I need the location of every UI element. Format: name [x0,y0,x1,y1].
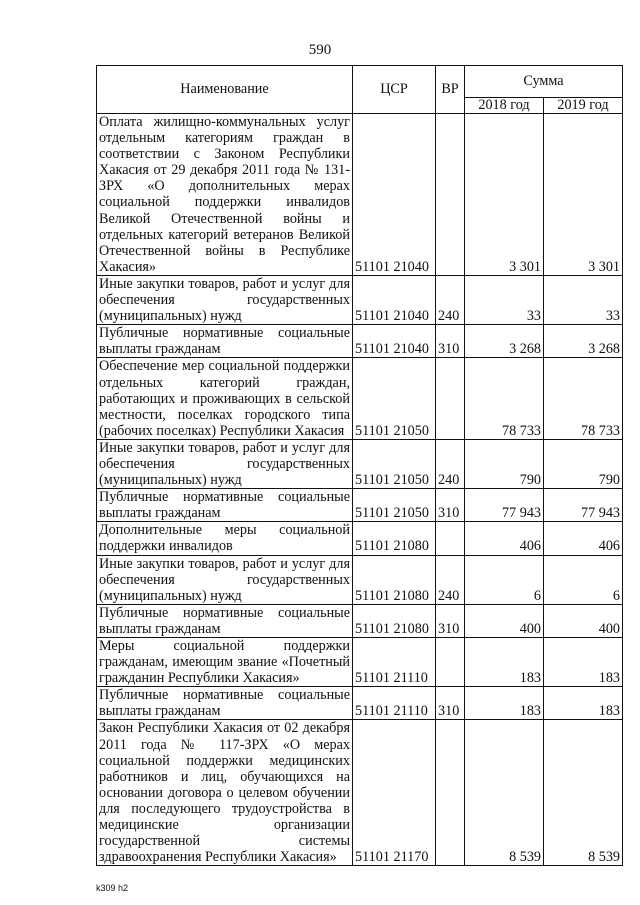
row-sum-2019: 33 [544,275,623,324]
row-sum-2019: 3 301 [544,114,623,276]
row-name: Обеспечение мер социальной поддержки отдельных категорий граждан, работающих и проживающих в сельской местности, поселках городского типа (рабочих поселках) Республики Хакасия [97,358,353,439]
row-name: Иные закупки товаров, работ и услуг для обеспечения государственных (муниципальных) нужд [97,275,353,324]
table-row [97,114,623,276]
row-name: Публичные нормативные социальные выплаты гражданам [97,325,353,358]
row-csr: 51101 21110 [353,687,436,720]
row-csr: 51101 21040 [353,325,436,358]
table-row [97,555,623,604]
row-sum-2018: 183 [465,638,544,687]
table-row [97,275,623,324]
row-sum-2018: 8 539 [465,720,544,866]
table-row [97,522,623,555]
row-sum-2018: 406 [465,522,544,555]
row-csr: 51101 21080 [353,555,436,604]
row-vr [436,522,465,555]
row-csr: 51101 21110 [353,638,436,687]
table-row [97,325,623,358]
row-sum-2018: 400 [465,604,544,637]
row-vr: 240 [436,555,465,604]
header-csr: ЦСР [353,66,436,114]
row-sum-2019: 8 539 [544,720,623,866]
row-name: Иные закупки товаров, работ и услуг для обеспечения государственных (муниципальных) нужд [97,439,353,488]
row-sum-2019: 790 [544,439,623,488]
row-sum-2018: 790 [465,439,544,488]
row-sum-2019: 3 268 [544,325,623,358]
row-name: Публичные нормативные социальные выплаты гражданам [97,489,353,522]
header-year-2019: 2019 год [544,98,623,114]
row-csr: 51101 21080 [353,522,436,555]
row-sum-2018: 3 301 [465,114,544,276]
row-sum-2018: 6 [465,555,544,604]
row-name: Иные закупки товаров, работ и услуг для обеспечения государственных (муниципальных) нужд [97,555,353,604]
row-csr: 51101 21170 [353,720,436,866]
row-vr [436,358,465,439]
row-sum-2018: 78 733 [465,358,544,439]
row-vr: 240 [436,275,465,324]
header-name: Наименование [97,66,353,114]
row-vr: 310 [436,687,465,720]
table-row [97,687,623,720]
budget-table [96,65,623,866]
table-row [97,439,623,488]
table-row [97,358,623,439]
row-vr: 310 [436,604,465,637]
row-vr: 240 [436,439,465,488]
row-vr: 310 [436,325,465,358]
row-sum-2019: 406 [544,522,623,555]
table-row [97,638,623,687]
row-sum-2018: 3 268 [465,325,544,358]
row-vr [436,638,465,687]
row-name: Оплата жилищно-коммунальных услуг отдельным категориям граждан в соответствии с Законом Республики Хакасия от 29 декабря 2011 года № 131-ЗРХ «О дополнительных мерах социальной поддержки инвалидов Великой Отечественной войны и отдельных категорий ветеранов Великой Отечественной войны в Республике Хакасия» [97,114,353,276]
row-name: Публичные нормативные социальные выплаты гражданам [97,687,353,720]
row-sum-2018: 77 943 [465,489,544,522]
row-csr: 51101 21050 [353,358,436,439]
row-vr: 310 [436,489,465,522]
header-sum: Сумма [465,66,623,98]
footer-code: k309 h2 [96,883,129,893]
row-vr [436,720,465,866]
header-year-2018: 2018 год [465,98,544,114]
row-csr: 51101 21050 [353,489,436,522]
row-sum-2018: 33 [465,275,544,324]
row-name: Закон Республики Хакасия от 02 декабря 2011 года № 117-ЗРХ «О мерах социальной поддержки медицинских работников и лиц, обучающихся на основании договора о целевом обучении для последующего трудоустройства в медицинские организации государственной системы здравоохранения Республики Хакасия» [97,720,353,866]
row-sum-2019: 183 [544,687,623,720]
row-sum-2019: 183 [544,638,623,687]
row-sum-2019: 77 943 [544,489,623,522]
table-body [97,114,623,866]
row-csr: 51101 21050 [353,439,436,488]
header-vr: ВР [436,66,465,114]
row-name: Меры социальной поддержки гражданам, имеющим звание «Почетный гражданин Республики Хакасия» [97,638,353,687]
page-number: 590 [308,42,332,58]
row-csr: 51101 21040 [353,114,436,276]
row-csr: 51101 21040 [353,275,436,324]
table-row [97,604,623,637]
row-sum-2018: 183 [465,687,544,720]
row-sum-2019: 78 733 [544,358,623,439]
row-csr: 51101 21080 [353,604,436,637]
table-row [97,720,623,866]
row-sum-2019: 6 [544,555,623,604]
row-vr [436,114,465,276]
row-name: Дополнительные меры социальной поддержки инвалидов [97,522,353,555]
table-row [97,489,623,522]
row-sum-2019: 400 [544,604,623,637]
row-name: Публичные нормативные социальные выплаты гражданам [97,604,353,637]
